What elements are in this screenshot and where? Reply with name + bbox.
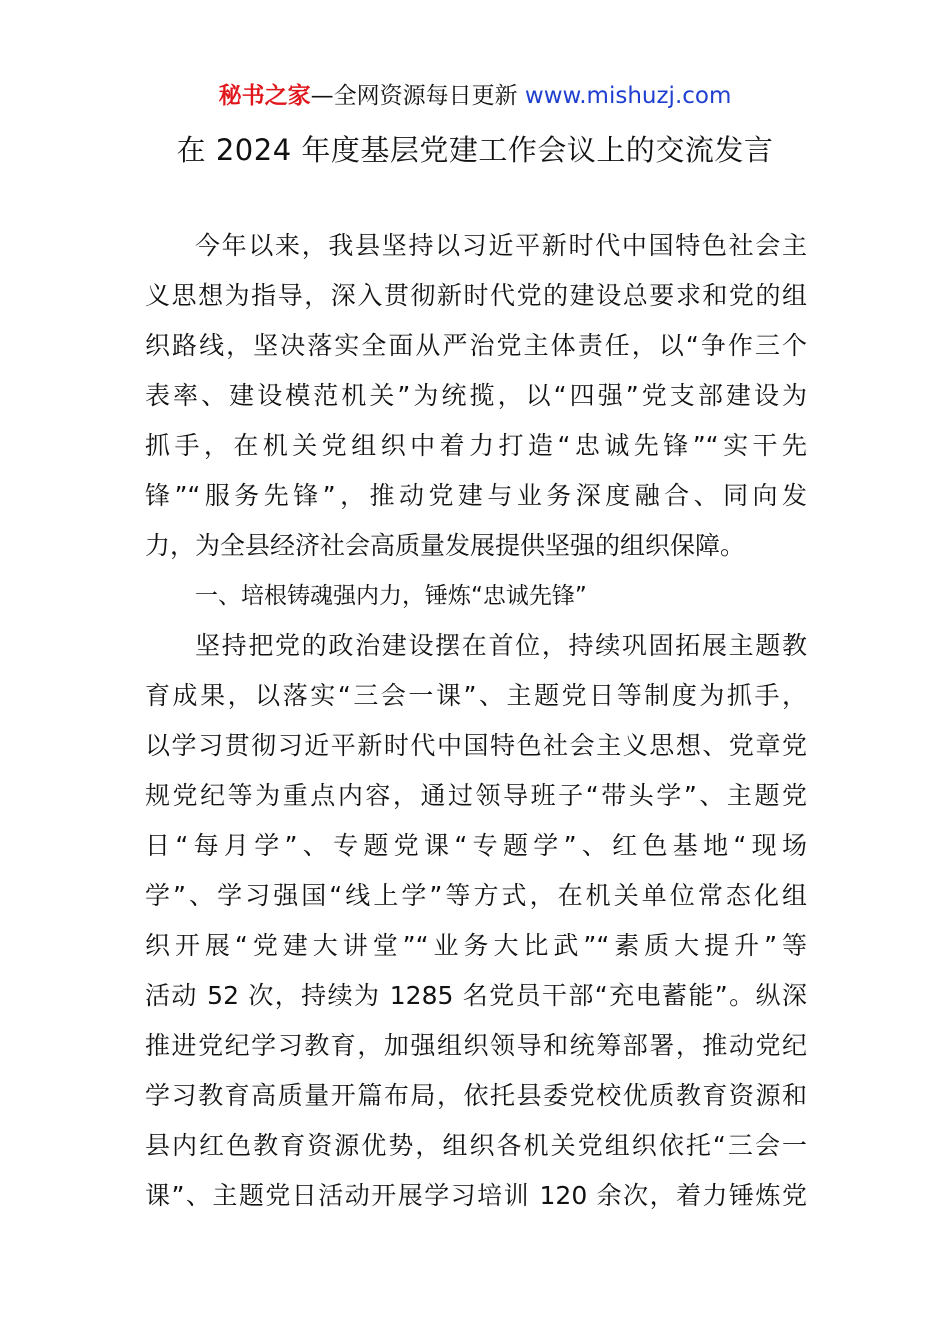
text-line: 规党纪等为重点内容，通过领导班子“带头学”、主题党: [145, 781, 807, 810]
header-tagline: —全网资源每日更新: [310, 83, 525, 109]
text-line: 育成果，以落实“三会一课”、主题党日等制度为抓手，: [145, 681, 807, 710]
site-header: [0, 80, 950, 112]
text-line: 县内红色教育资源优势，组织各机关党组织依托“三会一: [145, 1131, 807, 1160]
text-line: 学”、学习强国“线上学”等方式，在机关单位常态化组: [145, 881, 807, 910]
text-line: 以学习贯彻习近平新时代中国特色社会主义思想、党章党: [145, 731, 807, 760]
text-line: 日“每月学”、专题党课“专题学”、红色基地“现场: [145, 831, 807, 860]
text-line: 推进党纪学习教育，加强组织领导和统筹部署，推动党纪: [145, 1031, 807, 1060]
text-line: 抓手，在机关党组织中着力打造“忠诚先锋”“实干先: [145, 431, 807, 460]
text-line: 义思想为指导，深入贯彻新时代党的建设总要求和党的组: [145, 281, 807, 310]
paragraph-section1: [145, 621, 807, 1221]
text-line: 学习教育高质量开篇布局，依托县委党校优质教育资源和: [145, 1081, 807, 1110]
text-line: 今年以来，我县坚持以习近平新时代中国特色社会主: [195, 231, 807, 260]
text-line: 课”、主题党日活动开展学习培训 120 余次，着力锤炼党: [145, 1181, 807, 1210]
text-line: 织路线，坚决落实全面从严治党主体责任，以“争作三个: [145, 331, 807, 360]
document-body: [145, 221, 807, 1221]
site-url-link[interactable]: www.mishuzj.com: [524, 83, 732, 109]
text-line: 活动 52 次，持续为 1285 名党员干部“充电蓄能”。纵深: [145, 981, 807, 1010]
section-heading: 一、培根铸魂强内力，锤炼“忠诚先锋”: [195, 583, 587, 609]
text-line: 力，为全县经济社会高质量发展提供坚强的组织保障。: [145, 531, 746, 560]
brand-name: 秘书之家: [218, 83, 311, 109]
text-line: 织开展“党建大讲堂”“业务大比武”“素质大提升”等: [145, 931, 807, 960]
text-line: 表率、建设模范机关”为统揽，以“四强”党支部建设为: [145, 381, 807, 410]
text-line: 锋”“服务先锋”，推动党建与业务深度融合、同向发: [145, 481, 807, 510]
document-title: 在 2024 年度基层党建工作会议上的交流发言: [176, 133, 774, 167]
paragraph-intro: [145, 221, 807, 571]
text-line: 坚持把党的政治建设摆在首位，持续巩固拓展主题教: [195, 631, 807, 660]
